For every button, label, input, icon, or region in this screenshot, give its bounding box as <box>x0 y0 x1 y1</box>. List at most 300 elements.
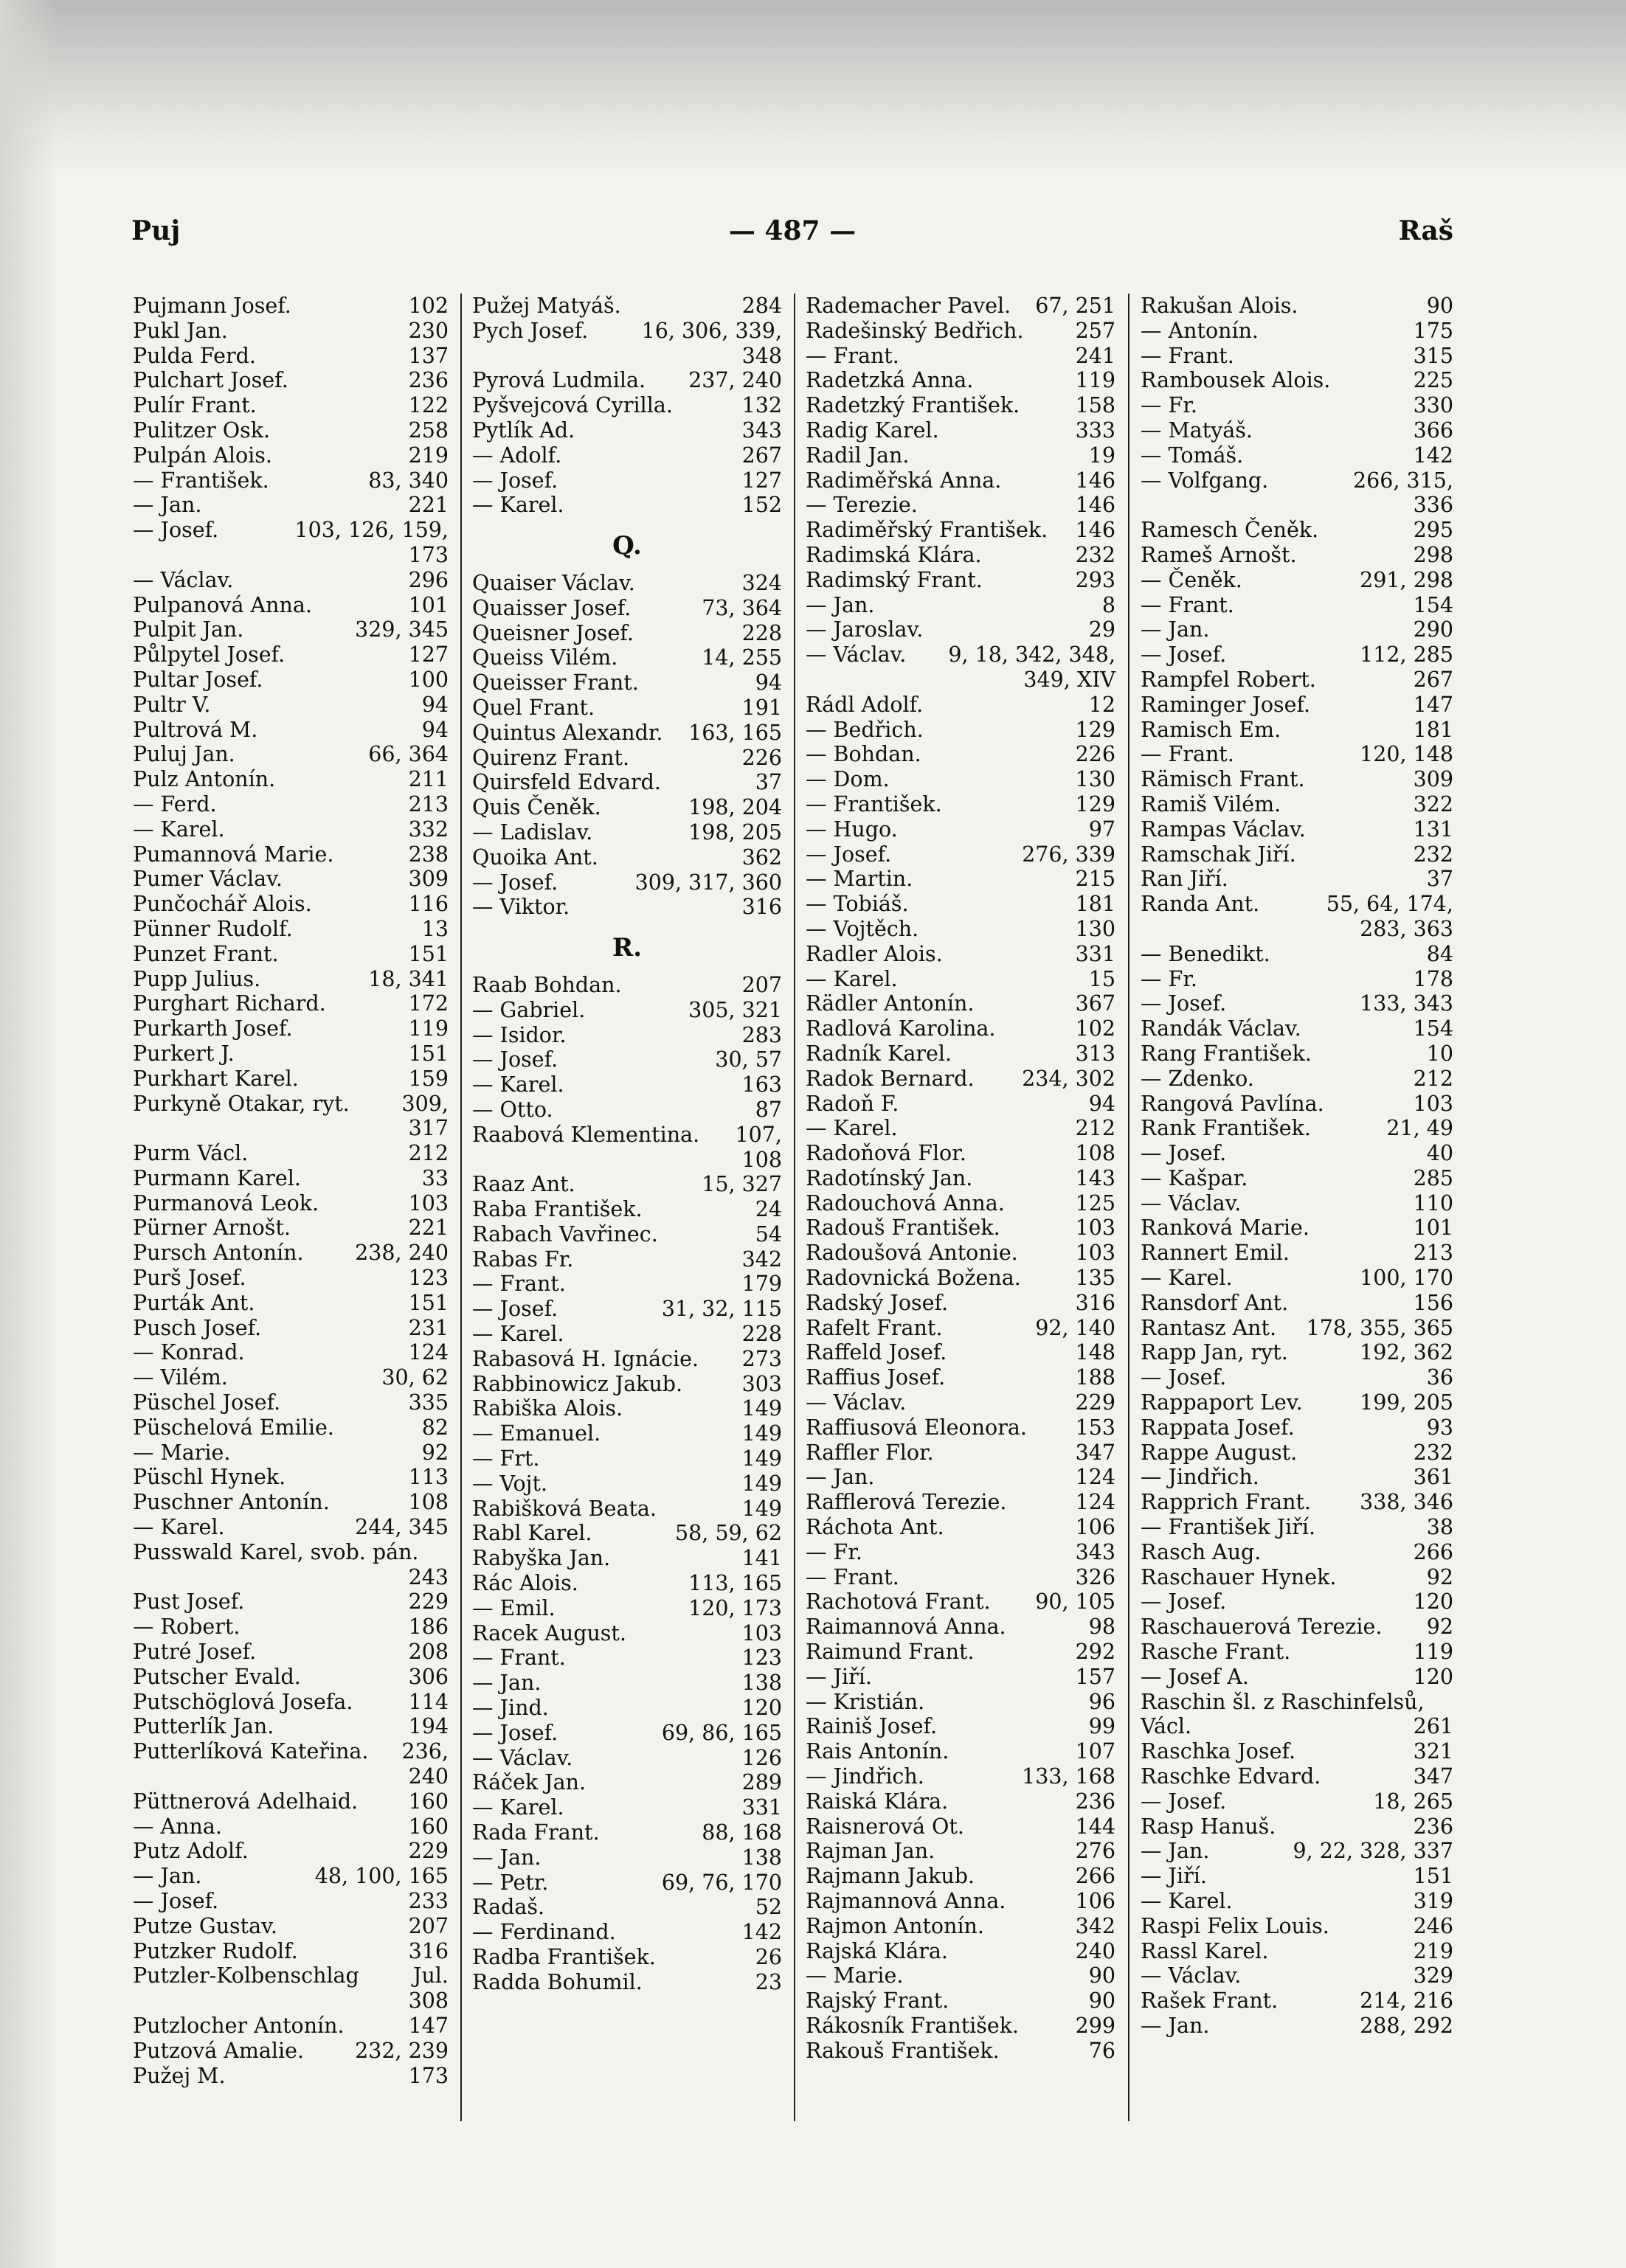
index-entry <box>806 2039 1115 2064</box>
index-entry <box>472 645 782 670</box>
entry-pages: 133, 168 <box>1022 1764 1115 1789</box>
index-entry <box>133 1714 449 1739</box>
entry-name: Rabach Vavřinec. <box>472 1221 658 1246</box>
index-entry <box>133 1440 449 1466</box>
index-entry <box>1141 1116 1453 1141</box>
entry-name: — Ferdinand. <box>472 1920 616 1945</box>
index-entry <box>1141 1266 1453 1291</box>
entry-name: — Jindřich. <box>806 1764 924 1789</box>
entry-name: Raffiusová Eleonora. <box>806 1415 1027 1440</box>
index-entry <box>1141 1365 1453 1390</box>
entry-pages: 221 <box>408 1216 449 1241</box>
index-entry <box>472 1297 782 1322</box>
index-entry <box>806 593 1115 618</box>
index-column-1 <box>133 294 449 2121</box>
entry-name: — Karel. <box>472 493 564 518</box>
entry-name: Radiměřská Anna. <box>806 468 1002 493</box>
entry-name: Pusch Josef. <box>133 1315 262 1340</box>
index-entry <box>806 1266 1115 1291</box>
index-entry <box>472 1023 782 1048</box>
entry-name: Putzová Amalie. <box>133 2038 305 2063</box>
entry-pages: 73, 364 <box>702 595 782 620</box>
index-entry <box>1141 892 1453 917</box>
entry-pages: 135 <box>1075 1266 1115 1291</box>
entry-pages: 149 <box>741 1446 782 1471</box>
index-entry <box>133 344 449 369</box>
entry-pages: 306 <box>408 1664 449 1689</box>
entry-name: Püschl Hynek. <box>133 1465 286 1490</box>
index-entry <box>133 468 449 493</box>
entry-pages: 58, 59, 62 <box>674 1521 782 1546</box>
page-ref-continuation: 317 <box>408 1116 449 1141</box>
entry-name: — Hugo. <box>806 816 898 842</box>
entry-pages: 179 <box>741 1272 782 1297</box>
entry-name: Radok Bernard. <box>806 1066 975 1091</box>
entry-name: Puschner Antonín. <box>133 1490 330 1515</box>
index-entry <box>1141 1141 1453 1166</box>
index-entry <box>806 718 1115 743</box>
index-entry <box>1141 1789 1453 1814</box>
entry-pages: 23 <box>755 1969 782 1994</box>
index-entry <box>1141 1914 1453 1939</box>
entry-name: — Karel. <box>472 1795 564 1820</box>
entry-name: Quaiser Václav. <box>472 570 635 595</box>
entry-pages: 186 <box>408 1615 449 1640</box>
entry-name: — Ladislav. <box>472 819 593 845</box>
entry-pages: 175 <box>1413 318 1453 343</box>
entry-name: Pulpán Alois. <box>133 443 272 468</box>
entry-pages: 142 <box>741 1920 782 1945</box>
entry-pages: 233 <box>408 1889 449 1913</box>
entry-pages: 367 <box>1075 991 1115 1016</box>
entry-pages: 158 <box>1075 393 1115 418</box>
entry-name: Rajman Jan. <box>806 1839 935 1864</box>
entry-name: Punčochář Alois. <box>133 892 312 917</box>
entry-name: — Petr. <box>472 1870 549 1895</box>
page-ref-continuation: 348 <box>741 343 782 368</box>
entry-name: Rämisch Frant. <box>1141 767 1305 792</box>
entry-name: Raschke Edvard. <box>1141 1764 1321 1789</box>
entry-name: Rác Alois. <box>472 1571 578 1596</box>
index-entry <box>1141 518 1453 543</box>
entry-pages: 146 <box>1075 468 1115 493</box>
entry-pages: 333 <box>1075 417 1115 443</box>
index-entry <box>1141 817 1453 842</box>
entry-pages: 101 <box>1413 1216 1453 1241</box>
entry-pages: 338, 346 <box>1360 1490 1453 1515</box>
entry-pages: 163 <box>741 1072 782 1097</box>
entry-name: Radouš František. <box>806 1216 1000 1241</box>
entry-name: Quirsfeld Edvard. <box>472 770 661 795</box>
index-entry <box>1141 842 1453 867</box>
index-entry <box>806 1340 1115 1365</box>
entry-pages: 207 <box>408 1913 449 1938</box>
index-entry <box>133 1316 449 1341</box>
entry-name: Queiss Vilém. <box>472 645 618 670</box>
entry-pages: 103 <box>408 1190 449 1216</box>
entry-pages: 119 <box>408 1016 449 1041</box>
entry-name: — Terezie. <box>806 493 918 518</box>
entry-pages: 343 <box>1075 1539 1115 1564</box>
entry-pages: 92, 140 <box>1035 1315 1115 1340</box>
entry-pages: 181 <box>1413 717 1453 742</box>
index-entry <box>133 493 449 518</box>
entry-name: Rangová Pavlína. <box>1141 1091 1324 1116</box>
entry-pages: 299 <box>1075 2013 1115 2038</box>
entry-pages: 240 <box>1075 1938 1115 1963</box>
entry-name: Raminger Josef. <box>1141 692 1311 717</box>
index-entry <box>1141 1764 1453 1789</box>
index-entry <box>806 742 1115 767</box>
entry-pages: Jul. <box>413 1963 449 1988</box>
entry-name: — Karel. <box>806 966 898 991</box>
entry-name: — Jan. <box>1141 1839 1210 1864</box>
entry-pages: 8 <box>1101 592 1115 617</box>
entry-name: Rameš Arnošt. <box>1141 542 1297 567</box>
entry-pages: 288, 292 <box>1360 2013 1453 2038</box>
entry-pages: 322 <box>1413 791 1453 816</box>
entry-pages: 157 <box>1075 1664 1115 1689</box>
index-entry <box>806 1041 1115 1067</box>
index-entry <box>133 568 449 593</box>
index-entry <box>1141 792 1453 817</box>
entry-name: Ranková Marie. <box>1141 1216 1310 1241</box>
entry-pages: 15 <box>1088 966 1115 991</box>
index-entry <box>472 746 782 771</box>
index-entry <box>133 1739 449 1764</box>
index-entry <box>133 368 449 393</box>
entry-name: Purták Ant. <box>133 1290 255 1315</box>
entry-name: Putzlocher Antonín. <box>133 2013 345 2038</box>
index-entry <box>806 1141 1115 1166</box>
entry-pages: 90, 105 <box>1035 1589 1115 1615</box>
index-entry <box>133 991 449 1016</box>
index-entry <box>806 344 1115 369</box>
entry-pages: 267 <box>741 443 782 468</box>
entry-pages: 88, 168 <box>702 1820 782 1845</box>
index-entry <box>472 973 782 998</box>
index-entry <box>1141 1739 1453 1764</box>
entry-pages: 108 <box>408 1490 449 1515</box>
index-entry <box>472 1870 782 1896</box>
index-entry <box>1141 1241 1453 1266</box>
entry-name: Rafflerová Terezie. <box>806 1490 1007 1515</box>
entry-name: — Marie. <box>806 1963 904 1988</box>
entry-pages: 213 <box>1413 1241 1453 1266</box>
entry-name: — Volfgang. <box>1141 468 1269 493</box>
entry-name: Purmann Karel. <box>133 1165 301 1190</box>
entry-pages: 361 <box>1413 1465 1453 1490</box>
entry-name: Pumer Václav. <box>133 867 283 892</box>
entry-pages: 10 <box>1426 1041 1453 1066</box>
index-entry <box>472 493 782 518</box>
entry-name: Radetzký František. <box>806 393 1020 418</box>
entry-pages: 15, 327 <box>702 1172 782 1197</box>
index-entry <box>1141 767 1453 792</box>
index-entry <box>1141 1889 1453 1914</box>
entry-name: — Karel. <box>806 1116 898 1141</box>
entry-pages: 48, 100, 165 <box>314 1864 449 1889</box>
index-entry <box>133 1465 449 1490</box>
page-number: — 487 — <box>728 215 857 246</box>
entry-pages: 238, 240 <box>355 1241 449 1266</box>
entry-pages: 87 <box>755 1097 782 1122</box>
entry-name: — Isidor. <box>472 1022 567 1047</box>
entry-pages: 160 <box>408 1789 449 1814</box>
entry-name: Raschauer Hynek. <box>1141 1564 1337 1589</box>
entry-pages: 9, 18, 342, 348, <box>948 642 1115 667</box>
index-entry <box>472 1845 782 1870</box>
entry-pages: 143 <box>1075 1165 1115 1190</box>
index-entry <box>133 1963 449 1988</box>
index-entry <box>1141 344 1453 369</box>
index-entry <box>806 2014 1115 2039</box>
entry-pages: 313 <box>1075 1041 1115 1066</box>
index-entry <box>1141 1988 1453 2014</box>
entry-pages: 199, 205 <box>1360 1390 1453 1415</box>
index-entry <box>806 493 1115 518</box>
entry-name: — Václav. <box>472 1745 573 1770</box>
entry-name: — Dom. <box>806 767 890 792</box>
index-entry <box>133 718 449 743</box>
entry-pages: 366 <box>1413 417 1453 443</box>
entry-pages: 319 <box>1413 1889 1453 1913</box>
entry-name: — Frant. <box>806 1564 899 1589</box>
index-entry <box>472 1347 782 1372</box>
entry-pages: 21, 49 <box>1386 1116 1453 1141</box>
entry-name: Pupp Julius. <box>133 966 261 991</box>
entry-name: Puluj Jan. <box>133 742 235 767</box>
entry-name: Raffler Flor. <box>806 1440 934 1465</box>
entry-name: Putscher Evald. <box>133 1664 301 1689</box>
entry-pages: 123 <box>741 1645 782 1671</box>
index-entry <box>472 820 782 845</box>
entry-pages: 69, 86, 165 <box>661 1720 782 1745</box>
entry-name: — Benedikt. <box>1141 941 1270 966</box>
entry-name: — František Jiří. <box>1141 1515 1316 1540</box>
entry-name: — Jan. <box>1141 2013 1210 2038</box>
index-entry <box>133 842 449 867</box>
entry-pages: 332 <box>408 816 449 842</box>
index-entry <box>472 895 782 920</box>
entry-name: — Josef. <box>472 1047 558 1072</box>
entry-name: — Frant. <box>806 343 899 368</box>
index-entry <box>133 1889 449 1914</box>
entry-pages: 257 <box>1075 318 1115 343</box>
index-entry <box>472 1047 782 1072</box>
entry-name: Pužej M. <box>133 2063 226 2088</box>
entry-name: — Václav. <box>1141 1190 1242 1216</box>
index-entry <box>472 1222 782 1247</box>
entry-name: Rang František. <box>1141 1041 1312 1066</box>
entry-pages: 228 <box>741 620 782 645</box>
entry-pages: 236 <box>1075 1789 1115 1814</box>
index-entry <box>1141 1067 1453 1092</box>
entry-name: Radiměřský František. <box>806 518 1048 543</box>
entry-pages: 151 <box>408 1290 449 1315</box>
entry-name: Ramschak Jiří. <box>1141 842 1296 867</box>
entry-pages: 124 <box>1075 1465 1115 1490</box>
index-entry <box>1141 468 1453 493</box>
entry-name: Pyšvejcová Cyrilla. <box>472 393 673 418</box>
entry-pages: 181 <box>1075 892 1115 917</box>
index-entry <box>133 518 449 543</box>
index-entry <box>806 967 1115 992</box>
entry-pages: 316 <box>1075 1290 1115 1315</box>
entry-pages: 232 <box>1413 1440 1453 1465</box>
index-entry <box>806 1067 1115 1092</box>
index-entry <box>472 1721 782 1746</box>
index-entry <box>806 543 1115 568</box>
entry-pages: 26 <box>755 1945 782 1969</box>
entry-pages: 173 <box>408 2063 449 2088</box>
index-entry <box>133 1067 449 1092</box>
entry-pages: 24 <box>755 1197 782 1222</box>
column-divider <box>460 294 462 2121</box>
index-entry <box>1141 1839 1453 1864</box>
entry-name: — Karel. <box>133 1515 225 1540</box>
index-entry <box>1141 867 1453 892</box>
entry-name: Raaz Ant. <box>472 1172 575 1197</box>
index-entry <box>806 1490 1115 1515</box>
index-entry <box>806 393 1115 418</box>
index-entry <box>133 393 449 418</box>
entry-name: Radoňová Flor. <box>806 1141 966 1166</box>
entry-pages: 149 <box>741 1396 782 1421</box>
index-entry <box>1141 742 1453 767</box>
column-divider <box>794 294 795 2121</box>
index-entry <box>1141 1465 1453 1490</box>
page-ref-continuation: 349, XIV <box>1023 667 1115 692</box>
entry-name: Radoň F. <box>806 1091 899 1116</box>
entry-pages: 151 <box>1413 1864 1453 1889</box>
entry-pages: 108 <box>1075 1141 1115 1166</box>
index-entry <box>133 767 449 792</box>
entry-pages: 315 <box>1413 343 1453 368</box>
entry-name: — František. <box>133 468 269 493</box>
index-entry <box>806 443 1115 468</box>
entry-pages: 194 <box>408 1714 449 1739</box>
entry-name: — Karel. <box>1141 1889 1233 1913</box>
index-entry <box>806 1415 1115 1440</box>
entry-name: — Fr. <box>1141 393 1197 418</box>
index-entry <box>806 1216 1115 1241</box>
index-entry <box>1141 1216 1453 1241</box>
entry-pages: 31, 32, 115 <box>661 1297 782 1322</box>
entry-name: — Martin. <box>806 867 913 892</box>
entry-name: — Gabriel. <box>472 997 586 1022</box>
index-entry <box>1141 1016 1453 1041</box>
entry-name: — Ferd. <box>133 791 217 816</box>
entry-name: — Josef. <box>1141 1789 1227 1814</box>
entry-name: Racek August. <box>472 1620 626 1645</box>
entry-name: Purkert J. <box>133 1041 235 1066</box>
entry-pages: 113 <box>408 1465 449 1490</box>
page-ref-continuation: 173 <box>408 542 449 567</box>
entry-name: — Jan. <box>1141 617 1210 642</box>
entry-name: Purš Josef. <box>133 1266 246 1291</box>
entry-name: Raimund Frant. <box>806 1640 975 1665</box>
entry-pages: 144 <box>1075 1814 1115 1839</box>
entry-name: — Vilém. <box>133 1365 228 1390</box>
entry-pages: 82 <box>421 1415 449 1440</box>
entry-pages: 106 <box>1075 1515 1115 1540</box>
entry-name: — Bedřich. <box>806 717 924 742</box>
entry-name: — Josef. <box>1141 1141 1227 1166</box>
entry-pages: 241 <box>1075 343 1115 368</box>
index-entry <box>472 1172 782 1197</box>
entry-name: Raab Bohdan. <box>472 972 622 997</box>
entry-name: — Josef. <box>806 842 892 867</box>
index-entry <box>1141 1665 1453 1690</box>
page-ref-continuation: 108 <box>741 1147 782 1172</box>
index-entry <box>472 621 782 646</box>
entry-name: Queisner Josef. <box>472 620 634 645</box>
index-entry <box>133 1914 449 1939</box>
entry-name: Radlová Karolina. <box>806 1016 996 1041</box>
index-entry <box>472 368 782 393</box>
entry-name: — Frant. <box>472 1645 566 1671</box>
entry-name: — Václav. <box>806 642 907 667</box>
entry-name: Raschin šl. z Raschinfelsů, <box>1141 1689 1425 1714</box>
entry-pages: 160 <box>408 1814 449 1839</box>
entry-pages: 208 <box>408 1640 449 1665</box>
entry-pages: 172 <box>408 991 449 1016</box>
entry-name: Purkhart Karel. <box>133 1066 299 1091</box>
entry-name: Ransdorf Ant. <box>1141 1290 1289 1315</box>
index-entry <box>472 571 782 596</box>
index-entry <box>472 721 782 746</box>
entry-pages: 212 <box>1413 1066 1453 1091</box>
entry-name: Ráchota Ant. <box>806 1515 944 1540</box>
index-entry <box>133 1216 449 1241</box>
entry-name: — Frant. <box>1141 742 1234 767</box>
entry-pages: 130 <box>1075 916 1115 941</box>
entry-name: Rappata Josef. <box>1141 1415 1295 1440</box>
entry-name: Punzet Frant. <box>133 941 279 966</box>
index-entry <box>133 1540 449 1565</box>
entry-name: Pürner Arnošt. <box>133 1216 291 1241</box>
entry-name: Raffeld Josef. <box>806 1340 947 1365</box>
index-entry <box>133 319 449 344</box>
entry-pages: 120 <box>1413 1589 1453 1615</box>
entry-pages: 13 <box>421 916 449 941</box>
entry-pages: 225 <box>1413 368 1453 393</box>
entry-pages: 347 <box>1075 1440 1115 1465</box>
entry-pages: 266 <box>1075 1864 1115 1889</box>
entry-pages: 289 <box>741 1770 782 1795</box>
index-entry <box>472 1197 782 1222</box>
entry-pages: 97 <box>1088 816 1115 842</box>
index-entry <box>806 617 1115 642</box>
entry-pages: 9, 22, 328, 337 <box>1293 1839 1453 1864</box>
entry-name: Radovnická Božena. <box>806 1266 1021 1291</box>
entry-name: Raiská Klára. <box>806 1789 949 1814</box>
entry-pages: 120 <box>741 1696 782 1721</box>
entry-pages: 331 <box>741 1795 782 1820</box>
entry-name: — Marie. <box>133 1440 231 1465</box>
entry-pages: 18, 265 <box>1373 1789 1453 1814</box>
entry-pages: 226 <box>1075 742 1115 767</box>
entry-name: Radotínský Jan. <box>806 1165 973 1190</box>
entry-pages: 191 <box>741 695 782 720</box>
entry-pages: 124 <box>408 1340 449 1365</box>
entry-name: Purkyně Otakar, ryt. <box>133 1091 350 1116</box>
index-entry <box>806 1988 1115 2014</box>
column-divider <box>1128 294 1129 2121</box>
entry-name: — Tobiáš. <box>806 892 909 917</box>
index-entry <box>133 2039 449 2064</box>
